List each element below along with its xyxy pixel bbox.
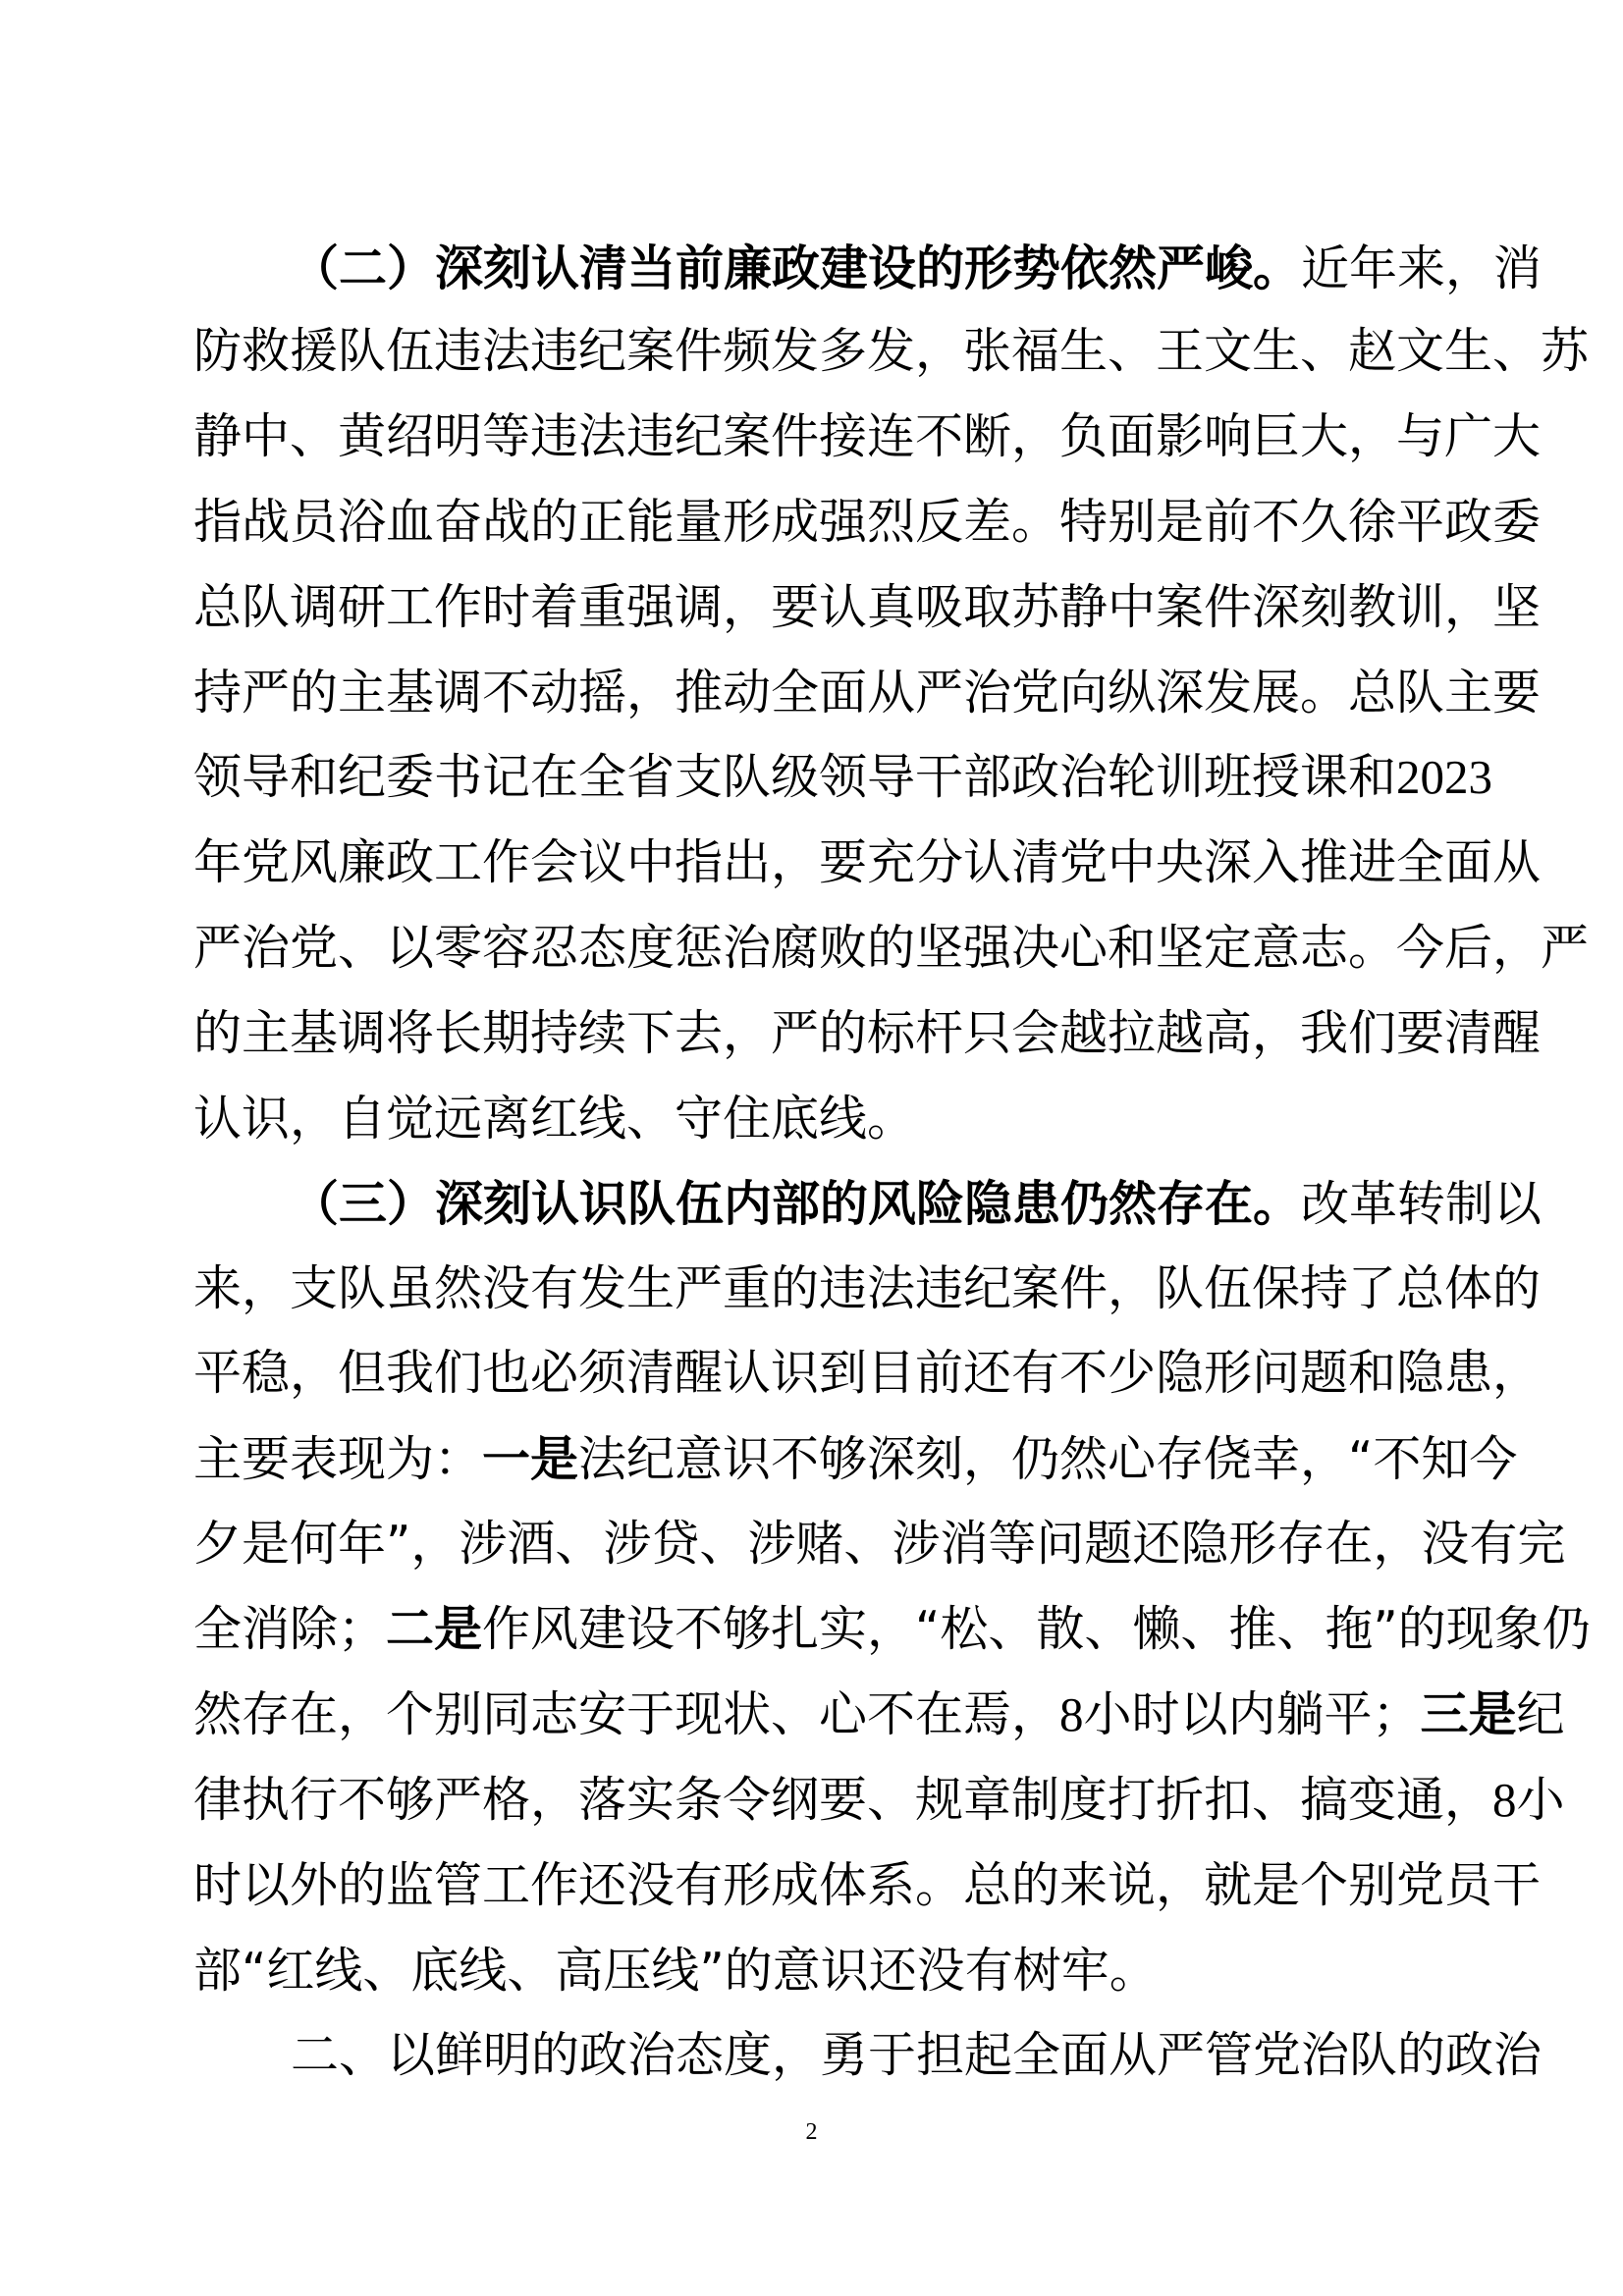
bold-run: （二）深刻认清当前廉政建设的形势依然严峻。 xyxy=(291,240,1302,296)
text-line xyxy=(193,1686,1565,1742)
text-run: 严治党、以零容忍态度惩治腐败的坚强决心和坚定意志。今后，严 xyxy=(193,920,1590,976)
text-run: 二、以鲜明的政治态度，勇于担起全面从严管党治队的政治 xyxy=(291,2027,1542,2083)
text-run: 的主基调将长期持续下去，严的标杆只会越拉越高，我们要清醒 xyxy=(193,1005,1542,1061)
text-run: 指战员浴血奋战的正能量形成强烈反差。特别是前不久徐平政委 xyxy=(193,494,1542,550)
text-run: 改革转制以 xyxy=(1301,1176,1542,1232)
bold-run: 一是 xyxy=(482,1431,579,1487)
bold-run: 二是 xyxy=(386,1601,483,1657)
text-run: 律执行不够严格，落实条令纲要、规章制度打折扣、搞变通， xyxy=(193,1772,1493,1828)
text-line xyxy=(193,665,1542,721)
page-number: 2 xyxy=(805,2119,818,2145)
text-line xyxy=(193,1943,1440,1999)
text-run: 持严的主基调不动摇，推动全面从严治党向纵深发展。总队主要 xyxy=(193,665,1542,721)
text-line xyxy=(193,1431,1518,1487)
text-run: 2023 xyxy=(1396,750,1493,804)
text-line xyxy=(193,494,1542,550)
text-run: 全消除； xyxy=(193,1601,387,1657)
text-line xyxy=(193,1601,1591,1657)
text-run: 法纪意识不够深刻，仍然心存侥幸，“不知今 xyxy=(578,1431,1518,1487)
bold-run: （三）深刻认识队伍内部的风险隐患仍然存在。 xyxy=(291,1176,1302,1232)
text-line xyxy=(193,1516,1566,1572)
text-line xyxy=(193,1772,1565,1828)
text-run: 夕是何年”，涉酒、涉贷、涉赌、涉消等问题还隐形存在，没有完 xyxy=(193,1516,1566,1572)
text-line xyxy=(193,1260,1542,1316)
text-run: 总队调研工作时着重强调，要认真吸取苏静中案件深刻教训，坚 xyxy=(193,579,1542,635)
text-line xyxy=(193,749,1493,805)
text-line xyxy=(193,579,1542,635)
text-run: 时以外的监管工作还没有形成体系。总的来说，就是个别党员干 xyxy=(193,1857,1542,1913)
text-line xyxy=(193,408,1542,464)
text-line xyxy=(291,1176,1542,1232)
text-run: 纪 xyxy=(1516,1686,1565,1742)
bold-run: 三是 xyxy=(1420,1686,1517,1742)
text-line xyxy=(193,1005,1542,1061)
text-run: 平稳，但我们也必须清醒认识到目前还有不少隐形问题和隐患， xyxy=(193,1345,1542,1401)
text-run: 近年来，消 xyxy=(1301,240,1542,296)
text-run: 小 xyxy=(1516,1772,1565,1828)
text-line xyxy=(193,1345,1542,1401)
text-run: 静中、黄绍明等违法违纪案件接连不断，负面影响巨大，与广大 xyxy=(193,408,1542,464)
text-run: 小时以内躺平； xyxy=(1083,1686,1421,1742)
text-run: 领导和纪委书记在全省支队级领导干部政治轮训班授课和 xyxy=(193,749,1397,805)
text-run: 部“红线、底线、高压线”的意识还没有树牢。 xyxy=(193,1943,1158,1999)
text-line xyxy=(193,1857,1542,1913)
text-line xyxy=(291,240,1542,296)
text-run: 作风建设不够扎实，“松、散、懒、推、拖”的现象仍 xyxy=(482,1601,1591,1657)
text-run: 8 xyxy=(1059,1687,1084,1741)
text-run: 认识，自觉远离红线、守住底线。 xyxy=(193,1091,916,1147)
text-line xyxy=(193,834,1542,890)
text-run: 8 xyxy=(1492,1773,1517,1827)
text-run: 年党风廉政工作会议中指出，要充分认清党中央深入推进全面从 xyxy=(193,834,1542,890)
text-run: 防救援队伍违法违纪案件频发多发，张福生、王文生、赵文生、苏 xyxy=(193,323,1590,379)
text-line xyxy=(193,323,1590,379)
text-line xyxy=(193,920,1590,976)
text-run: 来，支队虽然没有发生严重的违法违纪案件，队伍保持了总体的 xyxy=(193,1260,1542,1316)
text-line xyxy=(193,1091,1440,1147)
text-run: 主要表现为： xyxy=(193,1431,483,1487)
text-line xyxy=(291,2027,1542,2083)
text-run: 然存在，个别同志安于现状、心不在焉， xyxy=(193,1686,1060,1742)
